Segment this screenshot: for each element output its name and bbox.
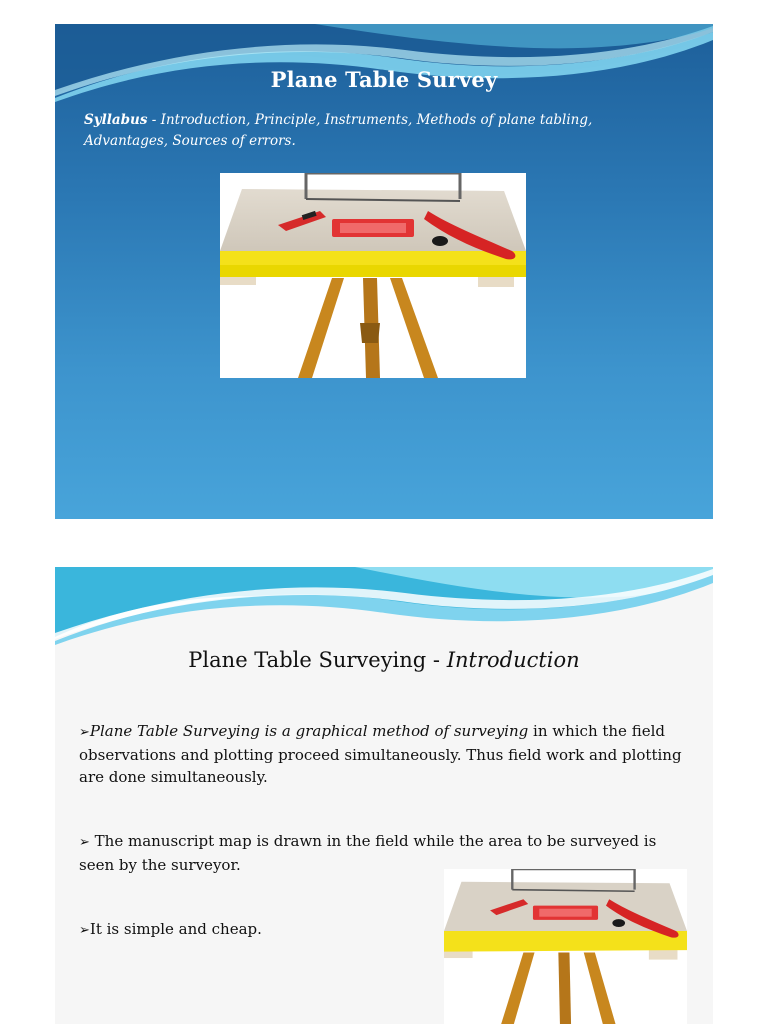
- bullet-text-line2: observations and plotting proceed simultaneously. Thus field work and plotting: [79, 746, 682, 764]
- bullet-arrow-icon: ➢: [79, 835, 90, 850]
- bullet-italic-text: Plane Table Surveying is a graphical method of surveying: [89, 722, 529, 740]
- bullet-graphical-method: [79, 720, 709, 788]
- slide-introduction: [55, 567, 713, 1024]
- syllabus-label: Syllabus: [84, 112, 148, 128]
- header-wave-decoration: [55, 567, 713, 647]
- bullet-arrow-icon: ➢: [79, 725, 90, 740]
- slide-plane-table-survey: [55, 24, 713, 519]
- slide-title-italic: Introduction: [446, 648, 580, 672]
- bullet-text-line2: seen by the surveyor.: [79, 856, 241, 874]
- bullet-text: It is simple and cheap.: [89, 920, 262, 938]
- plane-table-photo: [444, 869, 687, 1024]
- slide-title: [55, 648, 713, 672]
- bullet-text: in which the field: [528, 722, 665, 740]
- bullet-arrow-icon: ➢: [79, 923, 90, 938]
- syllabus-separator: -: [147, 112, 161, 128]
- bullet-text-line3: are done simultaneously.: [79, 768, 268, 786]
- slide-title: Plane Table Survey: [270, 67, 498, 92]
- plane-table-photo: [220, 173, 526, 378]
- header-wave-decoration: [55, 24, 713, 104]
- syllabus-text: [84, 110, 684, 152]
- syllabus-topics-line2: Advantages, Sources of errors.: [84, 133, 296, 149]
- slide-title-main: Plane Table Surveying -: [188, 648, 447, 672]
- bullet-text: The manuscript map is drawn in the field while the area to be surveyed is: [89, 832, 657, 850]
- syllabus-topics-line1: Introduction, Principle, Instruments, Methods of plane tabling,: [160, 112, 593, 128]
